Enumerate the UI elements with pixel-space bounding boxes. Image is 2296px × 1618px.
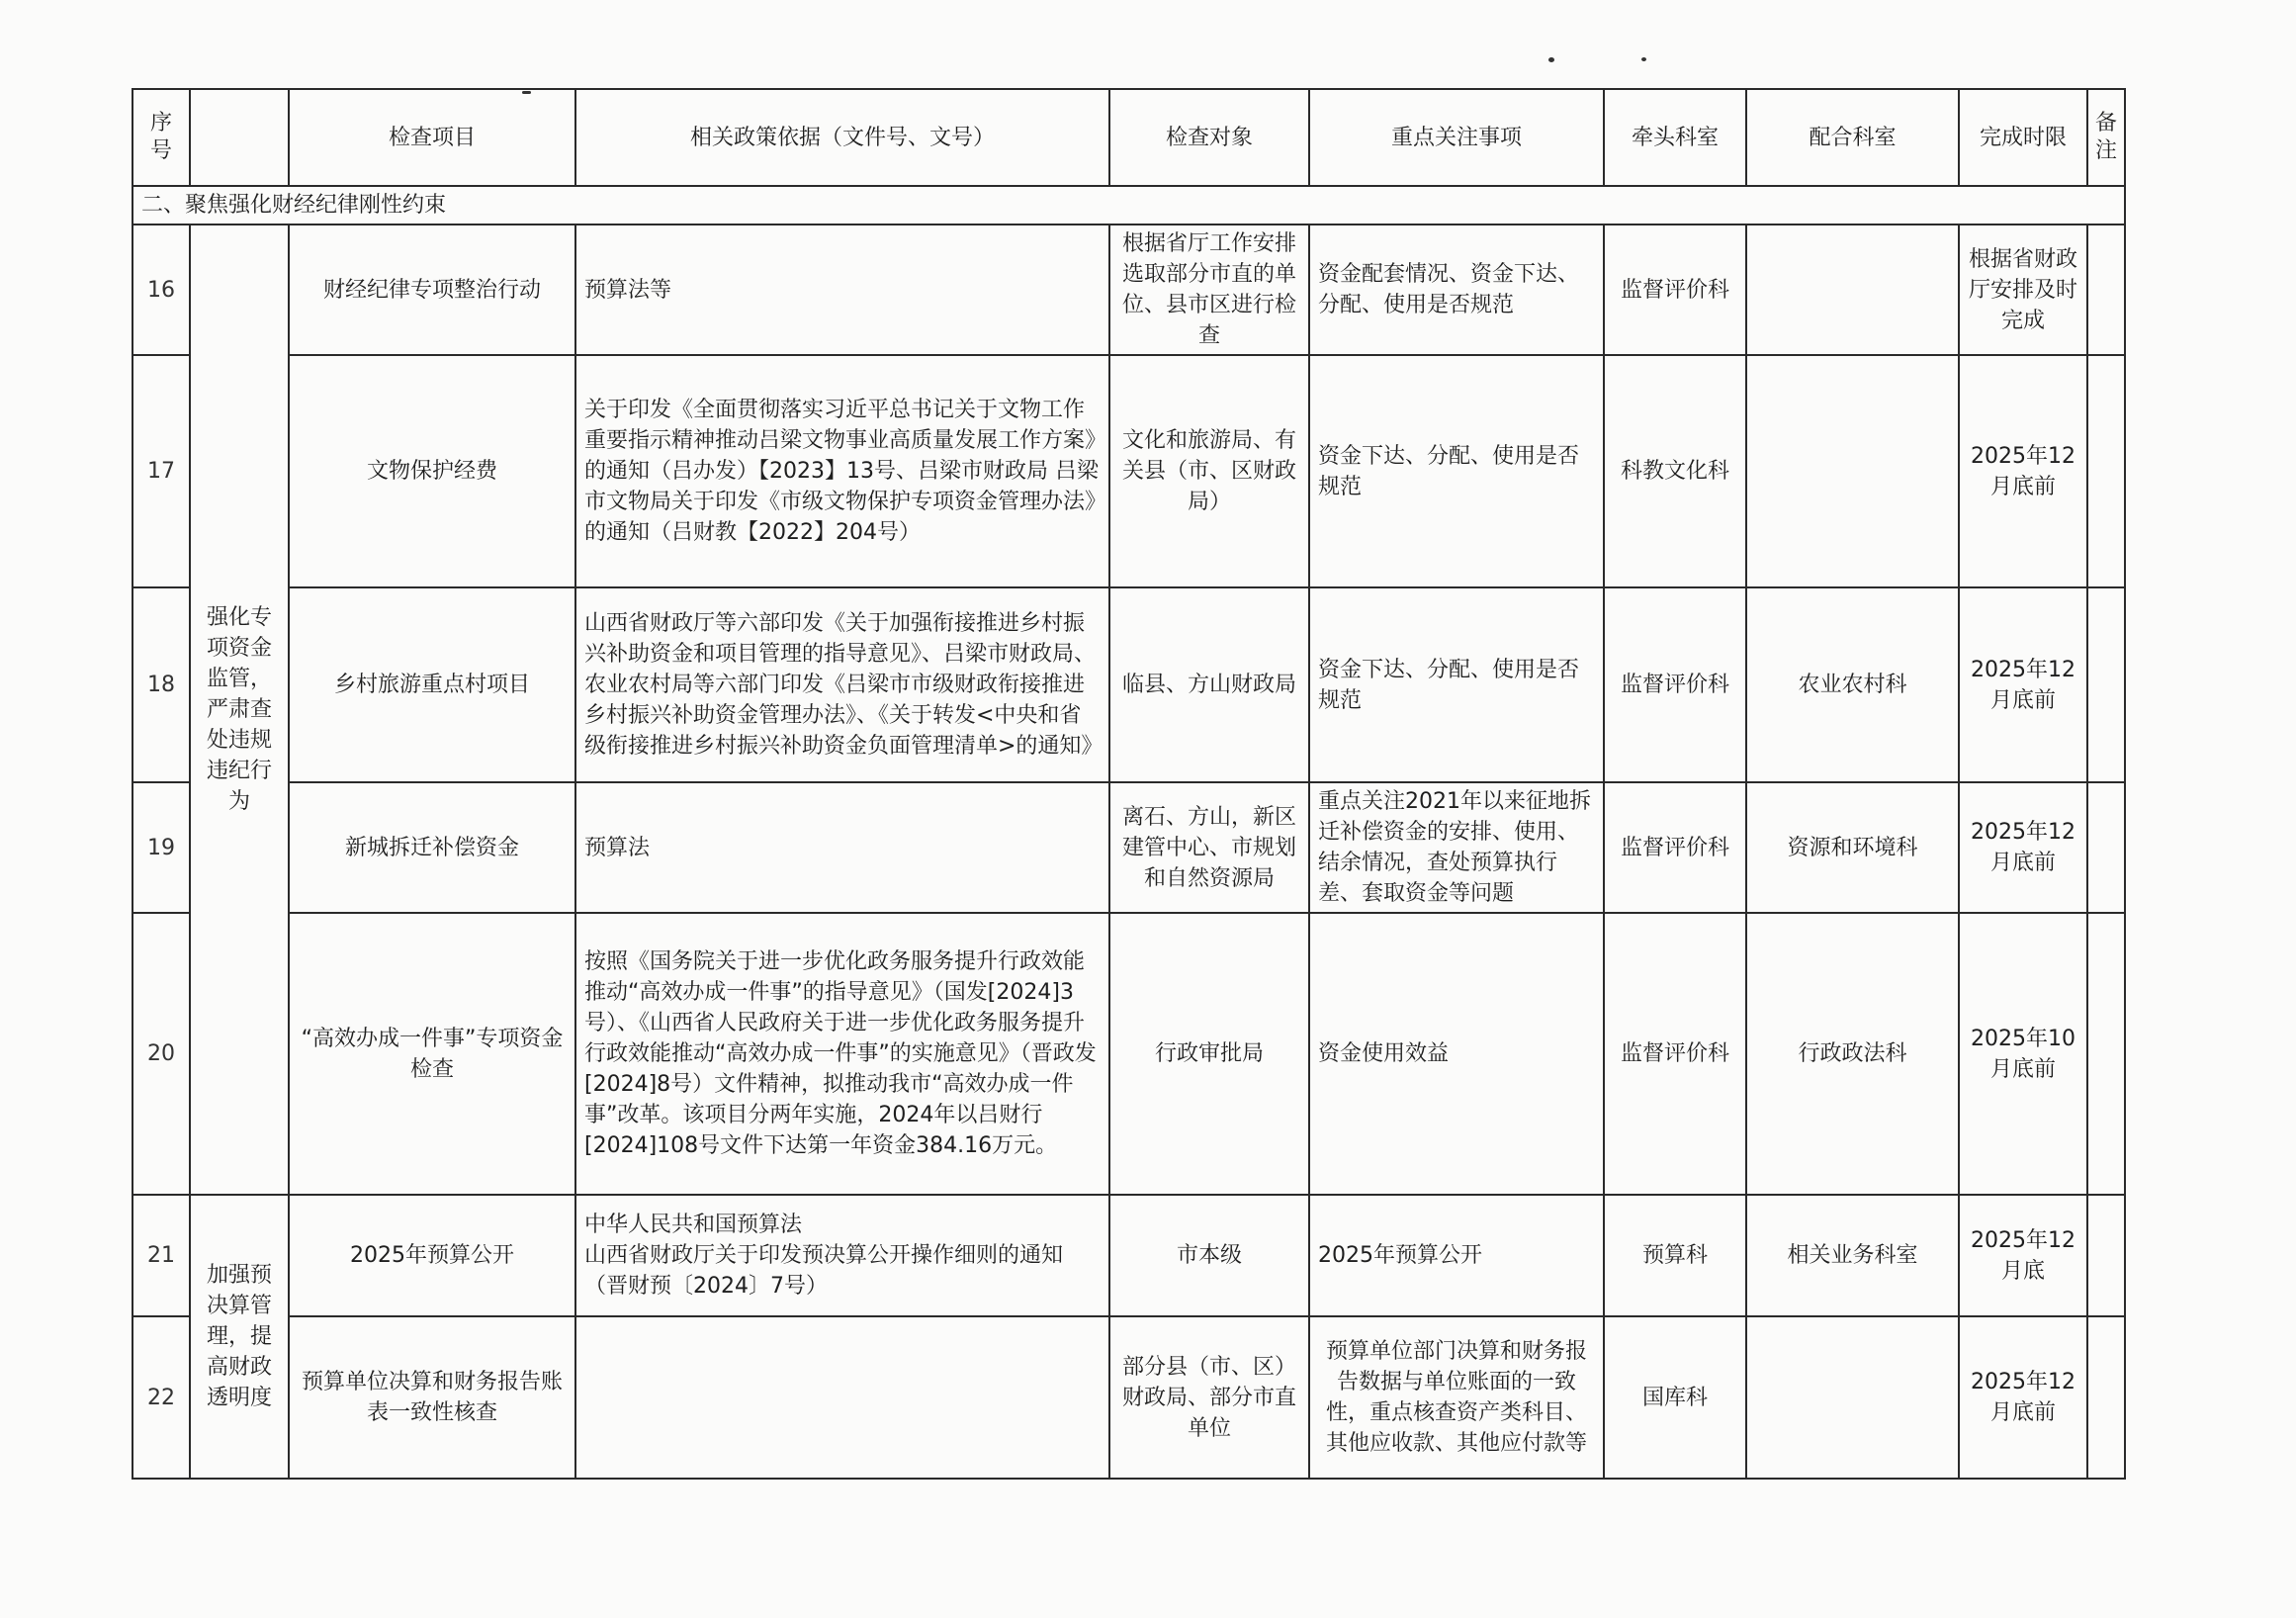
row-target: 部分县（市、区）财政局、部分市直单位 xyxy=(1109,1316,1309,1479)
row-item: 财经纪律专项整治行动 xyxy=(289,225,575,355)
header-remark: 备注 xyxy=(2087,89,2125,186)
row-remark xyxy=(2087,355,2125,587)
row-assist: 农业农村科 xyxy=(1746,587,1959,782)
table-row xyxy=(132,913,2125,1195)
row-remark xyxy=(2087,913,2125,1195)
row-target: 离石、方山，新区建管中心、市规划和自然资源局 xyxy=(1109,782,1309,913)
policy-line: 山西省财政厅关于印发预决算公开操作细则的通知（晋财预〔2024〕7号） xyxy=(584,1243,1064,1299)
row-lead: 科教文化科 xyxy=(1604,355,1746,587)
row-deadline: 2025年12月底 xyxy=(1959,1195,2087,1316)
group-label: 强化专项资金监管，严肃查处违规违纪行为 xyxy=(190,225,289,1195)
row-seq: 20 xyxy=(132,913,190,1195)
row-item: “高效办成一件事”专项资金检查 xyxy=(289,913,575,1195)
row-target: 行政审批局 xyxy=(1109,913,1309,1195)
scan-speck xyxy=(1548,57,1554,62)
table-row xyxy=(132,1195,2125,1316)
row-lead: 预算科 xyxy=(1604,1195,1746,1316)
header-group xyxy=(190,89,289,186)
row-target: 市本级 xyxy=(1109,1195,1309,1316)
row-deadline: 2025年12月底前 xyxy=(1959,1316,2087,1479)
row-focus: 资金下达、分配、使用是否规范 xyxy=(1309,587,1604,782)
row-deadline: 2025年12月底前 xyxy=(1959,782,2087,913)
header-focus: 重点关注事项 xyxy=(1309,89,1604,186)
row-assist: 资源和环境科 xyxy=(1746,782,1959,913)
row-assist xyxy=(1746,225,1959,355)
row-assist: 行政政法科 xyxy=(1746,913,1959,1195)
row-policy xyxy=(575,1316,1109,1479)
row-seq: 22 xyxy=(132,1316,190,1479)
row-lead: 监督评价科 xyxy=(1604,913,1746,1195)
row-deadline: 根据省财政厅安排及时完成 xyxy=(1959,225,2087,355)
row-item: 乡村旅游重点村项目 xyxy=(289,587,575,782)
row-target: 文化和旅游局、有关县（市、区财政局） xyxy=(1109,355,1309,587)
row-lead: 监督评价科 xyxy=(1604,225,1746,355)
section-row xyxy=(132,186,2125,225)
row-assist: 相关业务科室 xyxy=(1746,1195,1959,1316)
row-focus: 重点关注2021年以来征地拆迁补偿资金的安排、使用、结余情况，查处预算执行差、套取资金等问题 xyxy=(1309,782,1604,913)
row-seq: 16 xyxy=(132,225,190,355)
row-lead: 监督评价科 xyxy=(1604,782,1746,913)
row-focus: 资金使用效益 xyxy=(1309,913,1604,1195)
header-assist: 配合科室 xyxy=(1746,89,1959,186)
table-row xyxy=(132,587,2125,782)
header-seq: 序号 xyxy=(132,89,190,186)
header-target: 检查对象 xyxy=(1109,89,1309,186)
row-deadline: 2025年10月底前 xyxy=(1959,913,2087,1195)
policy-line: 中华人民共和国预算法 xyxy=(584,1213,803,1237)
row-lead: 国库科 xyxy=(1604,1316,1746,1479)
section-title: 二、聚焦强化财经纪律刚性约束 xyxy=(132,186,2125,225)
row-assist xyxy=(1746,1316,1959,1479)
row-deadline: 2025年12月底前 xyxy=(1959,587,2087,782)
row-remark xyxy=(2087,225,2125,355)
row-seq: 21 xyxy=(132,1195,190,1316)
header-policy: 相关政策依据（文件号、文号） xyxy=(575,89,1109,186)
row-remark xyxy=(2087,587,2125,782)
row-policy: 预算法 xyxy=(575,782,1109,913)
row-policy: 山西省财政厅等六部印发《关于加强衔接推进乡村振兴补助资金和项目管理的指导意见》、吕梁市财政局、农业农村局等六部门印发《吕梁市市级财政衔接推进乡村振兴补助资金管理办法》、《关于转发<中央和省级衔接推进乡村振兴补助资金负面管理清单>的通知》 xyxy=(575,587,1109,782)
row-remark xyxy=(2087,1316,2125,1479)
row-focus: 资金配套情况、资金下达、分配、使用是否规范 xyxy=(1309,225,1604,355)
row-focus: 预算单位部门决算和财务报告数据与单位账面的一致性，重点核查资产类科目、其他应收款、其他应付款等 xyxy=(1309,1316,1604,1479)
row-assist xyxy=(1746,355,1959,587)
row-item: 2025年预算公开 xyxy=(289,1195,575,1316)
row-seq: 18 xyxy=(132,587,190,782)
header-item: 检查项目 xyxy=(289,89,575,186)
header-row xyxy=(132,89,2125,186)
table-row xyxy=(132,355,2125,587)
header-deadline: 完成时限 xyxy=(1959,89,2087,186)
table-row xyxy=(132,225,2125,355)
row-remark xyxy=(2087,782,2125,913)
row-focus: 资金下达、分配、使用是否规范 xyxy=(1309,355,1604,587)
inspection-table xyxy=(132,88,2126,1480)
header-lead: 牵头科室 xyxy=(1604,89,1746,186)
row-focus: 2025年预算公开 xyxy=(1309,1195,1604,1316)
row-item: 预算单位决算和财务报告账表一致性核查 xyxy=(289,1316,575,1479)
row-deadline: 2025年12月底前 xyxy=(1959,355,2087,587)
row-item: 文物保护经费 xyxy=(289,355,575,587)
row-seq: 19 xyxy=(132,782,190,913)
row-item: 新城拆迁补偿资金 xyxy=(289,782,575,913)
row-policy: 关于印发《全面贯彻落实习近平总书记关于文物工作重要指示精神推动吕梁文物事业高质量发展工作方案》的通知（吕办发）【2023】13号、吕梁市财政局 吕梁市文物局关于印发《市级文物保护专项资金管理办法》的通知（吕财教【2022】204号） xyxy=(575,355,1109,587)
table-row xyxy=(132,782,2125,913)
table-row xyxy=(132,1316,2125,1479)
row-policy: 预算法等 xyxy=(575,225,1109,355)
row-policy xyxy=(575,1195,1109,1316)
row-remark xyxy=(2087,1195,2125,1316)
row-target: 临县、方山财政局 xyxy=(1109,587,1309,782)
row-lead: 监督评价科 xyxy=(1604,587,1746,782)
row-target: 根据省厅工作安排选取部分市直的单位、县市区进行检查 xyxy=(1109,225,1309,355)
row-policy: 按照《国务院关于进一步优化政务服务提升行政效能推动“高效办成一件事”的指导意见》（国发[2024]3号）、《山西省人民政府关于进一步优化政务服务提升行政效能推动“高效办成一件事”的实施意见》（晋政发[2024]8号）文件精神，拟推动我市“高效办成一件事”改革。该项目分两年实施，2024年以吕财行[2024]108号文件下达第一年资金384.16万元。 xyxy=(575,913,1109,1195)
scan-speck xyxy=(1641,57,1646,61)
group-label: 加强预决算管理，提高财政透明度 xyxy=(190,1195,289,1479)
row-seq: 17 xyxy=(132,355,190,587)
